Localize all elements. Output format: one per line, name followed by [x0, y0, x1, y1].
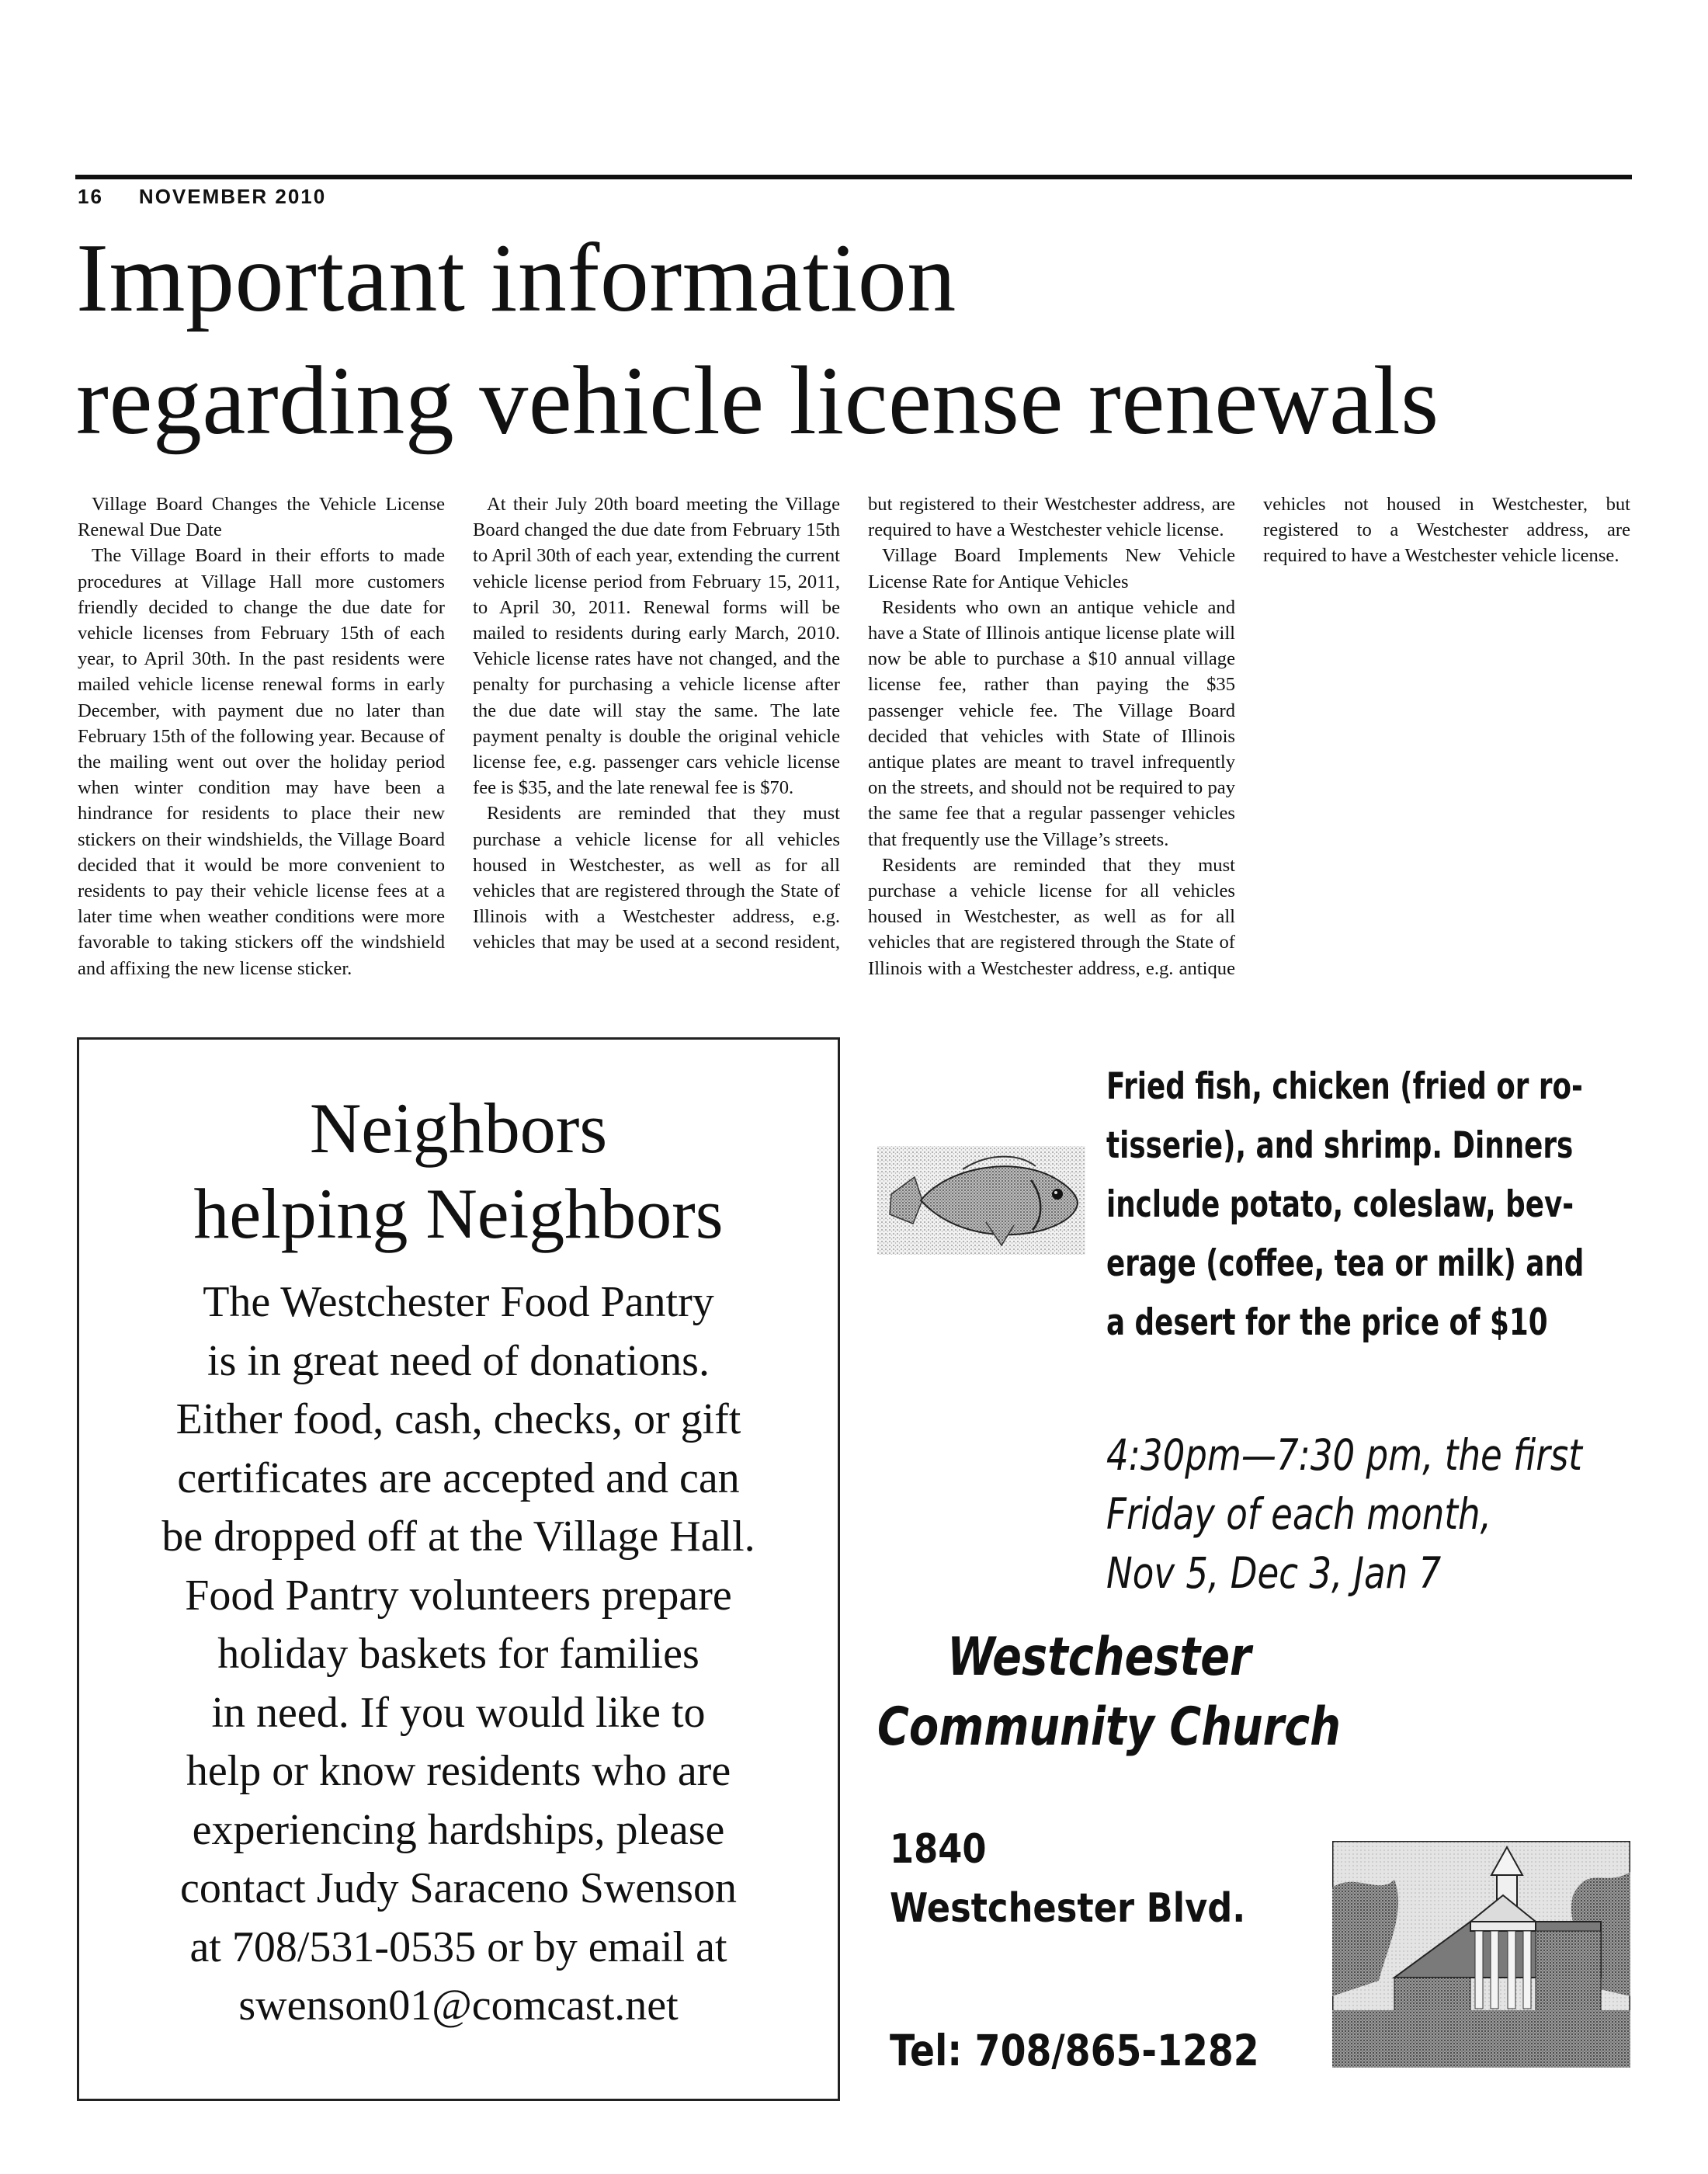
fish-illustration [877, 1140, 1085, 1262]
issue-date: NOVEMBER 2010 [138, 185, 327, 208]
church-menu-line: Fried fish, chicken (fried or ro- [1106, 1065, 1583, 1108]
church-menu-line: tisserie), and shrimp. Dinners [1106, 1124, 1574, 1167]
food-pantry-title-line: Neighbors [309, 1089, 608, 1168]
food-pantry-body [85, 1273, 831, 2036]
food-pantry-email: swenson01@comcast.net [238, 1981, 679, 2030]
food-pantry-title [77, 1085, 840, 1256]
food-pantry-line: be dropped off at the Village Hall. [161, 1512, 755, 1561]
food-pantry-line: The Westchester Food Pantry [203, 1278, 714, 1326]
church-menu-line: include potato, coleslaw, bev- [1106, 1183, 1574, 1226]
church-name-line: Community Church [877, 1696, 1341, 1758]
church-name-line: Westchester [947, 1627, 1251, 1688]
church-photo [1332, 1841, 1630, 2068]
church-menu-line: erage (coffee, tea or milk) and [1106, 1242, 1585, 1285]
food-pantry-line: help or know residents who are [186, 1747, 731, 1795]
food-pantry-line: at 708/531-0535 or by email at [189, 1922, 727, 1971]
article-paragraph: Village Board Implements New Vehicle License Rate for Antique Vehicles [868, 545, 1235, 592]
article-paragraph: At their July 20th board meeting the Village Board changed the due date from February 15th to April 30th of each year, extending the current vehicle license period from February 15, 2011, to April 30, 2011. Renewal forms will be mailed to residents during early March, 2010. Vehicle license rates have not changed, and the penalty for purchasing a vehicle license after the due date will stay the same. The late payment penalty is double the original vehicle license fee, e.g. passenger cars vehicle license fee is $35, and the late renewal fee is $70. [473, 494, 840, 799]
food-pantry-line: Either food, cash, checks, or gift [175, 1395, 741, 1443]
food-pantry-line: is in great need of donations. [207, 1336, 710, 1385]
article-headline [76, 217, 1644, 463]
folio [78, 185, 326, 209]
church-phone: Tel: 708/865-1282 [890, 2026, 1259, 2075]
church-schedule-line: Friday of each month, [1106, 1489, 1491, 1539]
article-paragraph: Village Board Changes the Vehicle License Renewal Due Date [78, 494, 445, 541]
church-building-icon [1332, 1841, 1630, 2068]
food-pantry-line: contact Judy Saraceno Swenson [180, 1864, 737, 1912]
article-paragraph: Residents who own an antique vehicle and have a State of Illinois antique license plate will now be able to purchase a $10 annual village license fee, rather than paying the $35 passenger vehicle fee. The Village Board decided that vehicles with State of Illinois antique plates are meant to travel infrequently on the streets, and should not be required to pay the same fee that a regular passenger vehicles that frequently use the Village’s streets. [868, 596, 1235, 850]
church-name [877, 1623, 1450, 1762]
food-pantry-line: in need. If you would like to [211, 1688, 706, 1737]
church-address-line: Westchester Blvd. [890, 1885, 1246, 1932]
headline-line-2: regarding vehicle license renewals [76, 347, 1439, 455]
header-rule [75, 175, 1632, 179]
church-schedule-line: 4:30pm—7:30 pm, the first [1106, 1430, 1583, 1480]
church-address-line: 1840 [890, 1826, 987, 1873]
page-number: 16 [78, 185, 103, 208]
food-pantry-title-line: helping Neighbors [193, 1174, 724, 1253]
church-address [890, 1820, 1357, 1938]
headline-line-1: Important information [76, 224, 956, 332]
food-pantry-line: holiday baskets for families [217, 1630, 700, 1678]
article-paragraph: Residents are reminded that they must purchase a vehicle license for all vehicles housed in Westchester, as well as for all vehicles that are registered through the State of Illinois with a Westchester address, e.g. vehicles that may be used at a second resident, but registered to their Westchester address, are required to have a Westchester vehicle license. [473, 494, 1235, 953]
article-paragraph: The Village Board in their efforts to made procedures at Village Hall more customers friendly decided to change the due date for vehicle licenses from February 15th of each year, to April 30th. In the past residents were mailed vehicle license renewal forms in early December, with payment due no later than February 15th of the following year. Because of the mailing went out over the holiday period when winter condition may have been a hindrance for residents to place their new stickers on their windshields, the Village Board decided that it would be more convenient to residents to pay their vehicle license fees at a later time when weather conditions were more favorable to taking stickers off the windshield and affixing the new license sticker. [78, 545, 445, 979]
article-paragraph: Residents are reminded that they must purchase a vehicle license for all vehicles housed in Westchester, as well as for all vehicles that are registered through the State of Illinois with a Westchester address, e.g. antique vehicles not housed in Westchester, but registered to a Westchester address, are required to have a Westchester vehicle license. [868, 494, 1630, 979]
fish-icon [877, 1140, 1085, 1262]
food-pantry-line: Food Pantry volunteers prepare [185, 1571, 732, 1620]
food-pantry-line: experiencing hardships, please [192, 1805, 725, 1854]
article-body [78, 491, 1630, 988]
food-pantry-line: certificates are accepted and can [177, 1453, 740, 1502]
church-schedule [1106, 1426, 1583, 1603]
church-schedule-line: Nov 5, Dec 3, Jan 7 [1106, 1548, 1442, 1598]
church-menu-line: a desert for the price of $10 [1106, 1301, 1548, 1344]
church-menu-text [1106, 1057, 1585, 1353]
